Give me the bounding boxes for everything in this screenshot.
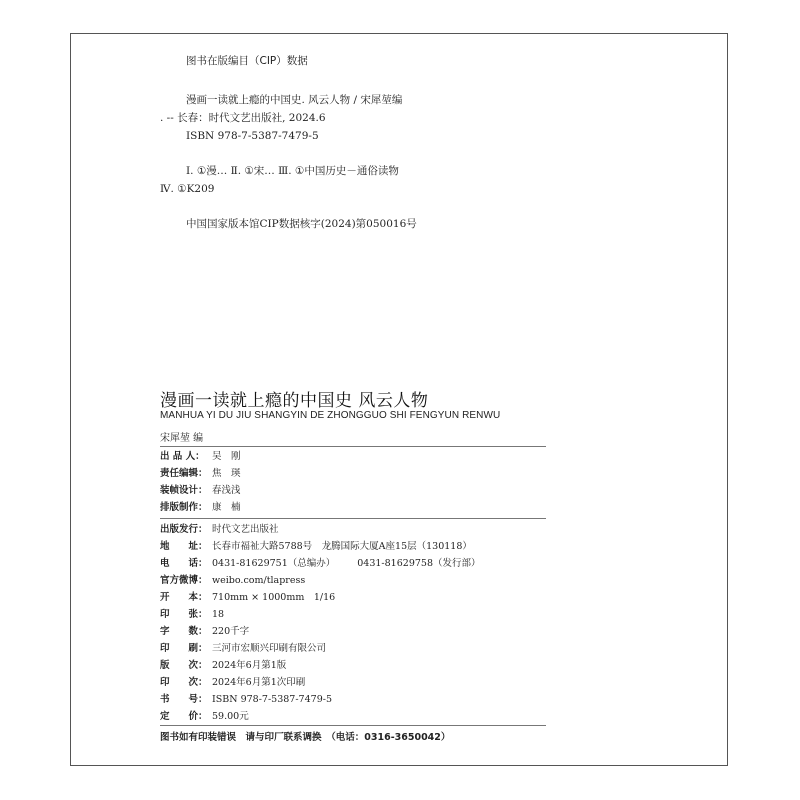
staff-row [160, 451, 241, 463]
divider [160, 725, 546, 726]
pub-label: 出版发行： [160, 524, 208, 535]
staff-label: 排版制作： [160, 502, 208, 513]
pub-row-phone [160, 558, 481, 570]
pub-label: 书 号： [160, 694, 208, 705]
pub-label: 版 次： [160, 660, 208, 671]
pub-row-isbn [160, 694, 332, 706]
cip-line-record-number: 中国国家版本馆CIP数据核字(2024)第050016号 [186, 218, 417, 230]
pub-value: 59.00元 [212, 711, 249, 722]
pub-row-price [160, 711, 249, 723]
pub-value: 0431-81629751（总编办） [212, 558, 336, 569]
pub-row-edition [160, 660, 286, 672]
pub-value: 710mm × 1000mm 1/16 [212, 592, 336, 603]
book-author: 宋犀堃 编 [160, 433, 204, 444]
staff-value: 康 楠 [212, 502, 241, 513]
pub-label: 印 次： [160, 677, 208, 688]
staff-label: 责任编辑： [160, 468, 208, 479]
pub-value: weibo.com/tlapress [212, 575, 306, 586]
pub-label: 开 本： [160, 592, 208, 603]
pub-row-sheets [160, 609, 224, 621]
pub-value: 2024年6月第1次印刷 [212, 677, 306, 688]
staff-value: 焦 瑛 [212, 468, 241, 479]
divider [160, 518, 546, 519]
staff-label: 出 品 人： [160, 451, 205, 462]
pub-label: 电 话： [160, 558, 208, 569]
pub-value: 三河市宏顺兴印刷有限公司 [212, 643, 327, 654]
cip-line-classification: Ⅰ. ①漫… Ⅱ. ①宋… Ⅲ. ①中国历史－通俗读物 [186, 165, 399, 177]
staff-row [160, 468, 241, 480]
pub-value: 220千字 [212, 626, 250, 637]
pub-label: 印 张： [160, 609, 208, 620]
divider [160, 446, 546, 447]
pub-row-address [160, 541, 472, 553]
pub-value: 2024年6月第1版 [212, 660, 287, 671]
pub-label: 字 数： [160, 626, 208, 637]
cip-line-class-code: Ⅳ. ①K209 [160, 183, 215, 195]
footer-notice: 图书如有印装错误 请与印厂联系调换 （电话：0316-3650042） [160, 732, 451, 743]
cip-line-publisher: . -- 长春：时代文艺出版社, 2024.6 [160, 112, 326, 124]
book-title-pinyin: MANHUA YI DU JIU SHANGYIN DE ZHONGGUO SHI FENGYUN RENWU [160, 410, 501, 421]
pub-row-printer [160, 643, 326, 655]
pub-row-impression [160, 677, 305, 689]
pub-label: 官方微博： [160, 575, 208, 586]
cip-heading: 图书在版编目（CIP）数据 [186, 55, 308, 67]
pub-row-words [160, 626, 249, 638]
cip-line-title: 漫画一读就上瘾的中国史. 风云人物 / 宋犀堃编 [186, 94, 403, 106]
cip-line-isbn: ISBN 978-7-5387-7479-5 [186, 130, 319, 142]
pub-value: 18 [212, 609, 225, 620]
staff-value: 春浅浅 [212, 485, 241, 496]
pub-value: 时代文艺出版社 [212, 524, 279, 535]
pub-value: ISBN 978-7-5387-7479-5 [212, 694, 332, 705]
staff-row [160, 502, 241, 514]
pub-row-publisher [160, 524, 279, 536]
book-title: 漫画一读就上瘾的中国史 风云人物 [160, 391, 429, 411]
staff-value: 吴 刚 [212, 451, 241, 462]
pub-row-format [160, 592, 335, 604]
pub-value-secondary: 0431-81629758（发行部） [357, 558, 481, 569]
staff-row [160, 485, 241, 497]
pub-row-weibo [160, 575, 305, 587]
pub-value: 长春市福祉大路5788号 龙腾国际大厦A座15层（130118） [212, 541, 472, 552]
pub-label: 印 刷： [160, 643, 208, 654]
pub-label: 地 址： [160, 541, 208, 552]
staff-label: 装帧设计： [160, 485, 208, 496]
pub-label: 定 价： [160, 711, 208, 722]
